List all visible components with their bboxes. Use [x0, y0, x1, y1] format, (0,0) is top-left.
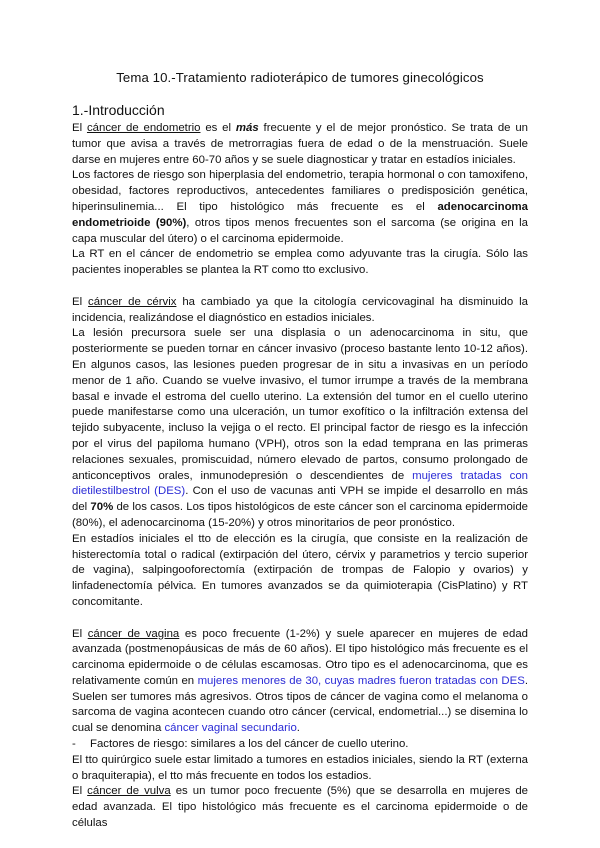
text-run: El: [72, 295, 89, 308]
text-run: es poco frecuente (1-2%) y suele aparecer en mujeres de edad avanzada (postmenopáusicas de más de 60 años). El tipo histológico más frecuente es el carcinoma epidermoide o de células escamosas. Otro tipo es el adenocarcinoma, que es relativamente común en: [72, 627, 528, 687]
text-run: , otros tipos menos frecuentes son el sarcoma (se origina en la capa muscular del útero) o el carcinoma epidermoide.: [72, 216, 528, 245]
highlight-madres-des: mujeres menores de 30, cuyas madres fueron tratadas con DES: [197, 674, 525, 687]
text-run: es un tumor poco frecuente (5%) que se desarrolla en mujeres de edad avanzada. El tipo histológico más frecuente es el carcinoma epidermoide o de células: [72, 785, 529, 830]
paragraph-endometrio-riesgo: [72, 168, 528, 247]
text-run: Los factores de riesgo son hiperplasia del endometrio, terapia hormonal o con tamoxifeno, obesidad, factores reproductivos, antecedentes familiares o predisposición genética, hiperinsulinemia... El tipo histológico más frecuente es el: [72, 169, 528, 213]
text-run: frecuente y el de mejor pronóstico. Se trata de un tumor que avisa a través de metrorragias fuera de edad o de la menstruación. Suele darse en mujeres entre 60-70 años y se suele diagnosticar y tratar en estadíos iniciales.: [72, 122, 529, 166]
spacer: [72, 279, 528, 295]
text-run: .: [296, 722, 300, 735]
list-item-factores: [72, 737, 528, 753]
term-cancer-endometrio: cáncer de endometrio: [86, 122, 201, 134]
text-run: Factores de riesgo: similares a los del cáncer de cuello uterino.: [90, 738, 409, 751]
text-run: El: [72, 627, 88, 640]
paragraph-vulva-intro: [72, 784, 528, 831]
text-run: es el: [200, 122, 236, 134]
section-heading: 1.-Introducción: [72, 102, 165, 118]
bold-adenocarcinoma: adenocarcinoma endometrioide (90%): [72, 200, 528, 229]
paragraph-vagina-intro: [72, 627, 528, 738]
bold-70: 70%: [90, 501, 114, 514]
text-run: ha cambiado ya que la citología cervicovaginal ha disminuido la incidencia, realizándose el diagnóstico en estadios iniciales.: [72, 295, 528, 324]
text-run: La lesión precursora suele ser una displasia o un adenocarcinoma in situ, que posteriormente se pueden tornar en cáncer invasivo (proceso bastante lento 10-12 años). En algunos casos, las lesiones pueden progresar de in situ a invasivas en un período menor de 1 año. Cuando se vuelve invasivo, el tumor irrumpe a través de la membrana basal e invade el estroma del cuello uterino. La extensión del tumor en el cuello uterino puede manifestarse como una ulceración, un tumor exofítico o la infiltración extensa del tejido subyacente, incluso la vejiga o el recto. El principal factor de riesgo es la infección por el virus del papiloma humano (VPH), otros son la edad temprana en las primeras relaciones sexuales, promiscuidad, número elevado de partos, consumo prolongado de anticonceptivos orales, inmunodepresión o descendientes de: [72, 327, 528, 482]
text-run: de los casos. Los tipos histológicos de este cáncer son el carcinoma epidermoide (80%), el adenocarcinoma (15-20%) y otros minoritarios de peor pronóstico.: [72, 501, 528, 529]
paragraph-cervix-lesion: [72, 326, 528, 531]
emphasis-mas: más: [235, 122, 259, 134]
text-run: . Suelen ser tumores más agresivos. Otros tipos de cáncer de vagina como el melanoma o sarcoma de vagina acontecen cuando otro cáncer (cervical, endometrial...) se disemina lo cual se denomina: [72, 674, 529, 735]
term-cancer-cervix: cáncer de cérvix: [88, 295, 177, 308]
document-body: [72, 121, 528, 832]
spacer: [72, 611, 528, 627]
text-run: El: [72, 122, 87, 134]
bullet-marker: -: [72, 738, 76, 751]
paragraph-cervix-intro: [72, 295, 528, 327]
highlight-des: mujeres tratadas con dietilestilbestrol (DES): [72, 469, 528, 498]
term-cancer-vulva: cáncer de vulva: [87, 785, 171, 798]
text-run: . Con el uso de vacunas anti VPH se impide el desarrollo en más del: [72, 485, 528, 514]
document-title: Tema 10.-Tratamiento radioterápico de tumores ginecológicos: [116, 70, 484, 85]
highlight-secundario: cáncer vaginal secundario: [164, 722, 297, 735]
paragraph-endometrio-intro: [72, 121, 528, 168]
paragraph-vagina-tto: El tto quirúrgico suele estar limitado a tumores en estadios iniciales, siendo la RT (externa o braquiterapia), el tto más frecuente en todos los estadios.: [72, 753, 528, 782]
paragraph-cervix-tto: En estadíos iniciales el tto de elección es la cirugía, que consiste en la realización de histerectomía total o radical (extirpación del útero, cérvix y parametrios y tercio superior de vagina), salpingooforectomía (extirpación de trompas de Falopio y ovarios) y linfadenectomía pélvica. En tumores avanzados se da quimioterapia (CisPlatino) y RT concomitante.: [72, 532, 528, 608]
term-cancer-vagina: cáncer de vagina: [87, 627, 180, 640]
paragraph-endometrio-rt: La RT en el cáncer de endometrio se emplea como adyuvante tras la cirugía. Sólo las pacientes inoperables se plantea la RT como tto exclusivo.: [72, 248, 528, 277]
text-run: El: [72, 785, 88, 798]
